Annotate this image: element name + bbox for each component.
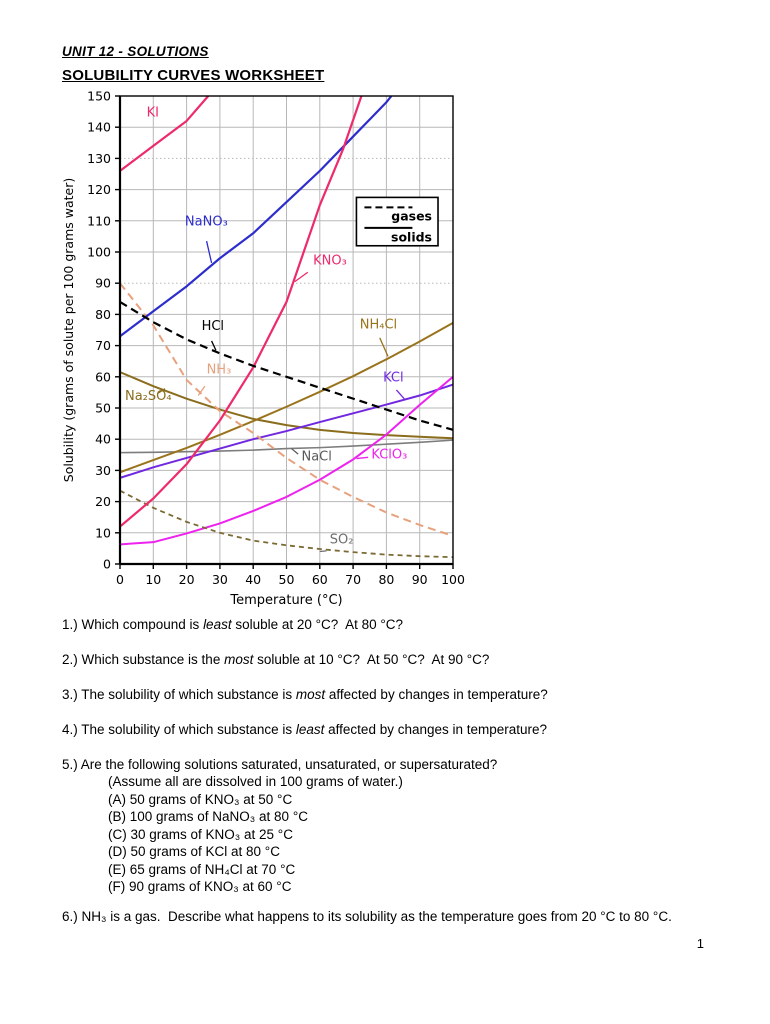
question-5-note: (Assume all are dissolved in 100 grams of water.) bbox=[108, 774, 403, 789]
question-5-item-a: (A) 50 grams of KNO₃ at 50 °C bbox=[108, 791, 293, 807]
y-tick-label: 10 bbox=[95, 525, 111, 541]
x-tick-label: 90 bbox=[411, 572, 428, 587]
header bbox=[62, 44, 324, 84]
questions-section bbox=[62, 616, 722, 943]
y-tick-label: 70 bbox=[95, 338, 111, 354]
x-tick-label: 0 bbox=[116, 572, 124, 587]
question-3-text-post: affected by changes in temperature? bbox=[325, 687, 548, 702]
question-2-text-post: soluble at 10 °C? At 50 °C? At 90 °C? bbox=[253, 652, 490, 667]
question-1-text: 1.) Which compound is bbox=[62, 617, 204, 632]
curve-label-KI: KI bbox=[146, 105, 159, 121]
question-5-item-c: (C) 30 grams of KNO₃ at 25 °C bbox=[108, 826, 293, 842]
x-tick-label: 50 bbox=[278, 572, 295, 587]
question-1-emphasis: least bbox=[203, 617, 232, 632]
y-tick-label: 80 bbox=[95, 306, 111, 322]
x-tick-label: 60 bbox=[311, 572, 328, 587]
x-tick-label: 30 bbox=[211, 572, 228, 587]
curve-label-NaNO3: NaNO₃ bbox=[184, 214, 228, 230]
solubility-chart-svg bbox=[56, 86, 468, 614]
question-5-item-e: (E) 65 grams of NH₄Cl at 70 °C bbox=[108, 861, 296, 877]
question-6-text: 6.) NH₃ is a gas. Describe what happens to its solubility as the temperature goes from 20 °C to 80 °C. bbox=[62, 908, 672, 924]
legend-label-solids: solids bbox=[391, 229, 433, 245]
question-3-text: 3.) The solubility of which substance is bbox=[62, 687, 296, 702]
curve-label-NaCl: NaCl bbox=[301, 449, 332, 465]
y-tick-label: 30 bbox=[95, 462, 111, 478]
question-1 bbox=[62, 616, 722, 633]
question-4-emphasis: least bbox=[295, 722, 325, 737]
curve-label-Na2SO4: Na₂SO₄ bbox=[124, 389, 172, 405]
curve-label-leader-NaCl bbox=[291, 449, 298, 455]
curve-label-KNO3: KNO₃ bbox=[313, 253, 347, 269]
unit-title: UNIT 12 - SOLUTIONS bbox=[62, 44, 209, 59]
question-2-text: 2.) Which substance is the bbox=[62, 652, 225, 667]
y-tick-label: 40 bbox=[95, 431, 111, 447]
curve-label-leader-KCl bbox=[396, 390, 404, 399]
y-tick-label: 120 bbox=[87, 182, 111, 198]
y-tick-label: 100 bbox=[87, 244, 111, 260]
question-4 bbox=[62, 721, 722, 738]
x-tick-label: 40 bbox=[245, 572, 262, 587]
question-4-text-post: affected by changes in temperature? bbox=[324, 722, 548, 737]
y-tick-label: 20 bbox=[95, 494, 111, 510]
solubility-chart bbox=[56, 86, 468, 619]
x-tick-label: 100 bbox=[441, 572, 465, 587]
curve-label-leader-SO2 bbox=[320, 551, 327, 552]
y-tick-label: 150 bbox=[87, 88, 111, 104]
curve-label-leader-KClO3 bbox=[356, 457, 368, 458]
curve-label-HCl: HCl bbox=[201, 319, 225, 334]
legend-label-gases: gases bbox=[391, 208, 433, 224]
question-3-emphasis: most bbox=[295, 687, 326, 702]
y-tick-label: 90 bbox=[95, 275, 111, 291]
question-5 bbox=[62, 756, 722, 773]
curve-NaNO3 bbox=[120, 96, 391, 336]
question-6 bbox=[62, 908, 722, 925]
question-2 bbox=[62, 651, 722, 668]
x-tick-label: 70 bbox=[345, 572, 362, 587]
curve-KI bbox=[120, 96, 208, 171]
question-5-item-f: (F) 90 grams of KNO₃ at 60 °C bbox=[108, 879, 292, 894]
y-tick-label: 140 bbox=[87, 119, 111, 135]
worksheet-title: SOLUBILITY CURVES WORKSHEET bbox=[62, 67, 325, 84]
y-tick-label: 50 bbox=[95, 400, 111, 416]
x-tick-label: 80 bbox=[378, 572, 395, 587]
curve-label-KClO3: KClO₃ bbox=[371, 447, 408, 463]
y-axis-title: Solubility (grams of solute per 100 grams water) bbox=[61, 177, 76, 483]
question-1-text-post: soluble at 20 °C? At 80 °C? bbox=[231, 617, 403, 632]
question-4-text: 4.) The solubility of which substance is bbox=[62, 722, 296, 737]
y-tick-label: 60 bbox=[95, 369, 111, 385]
question-2-emphasis: most bbox=[224, 652, 254, 667]
x-axis-title: Temperature (°C) bbox=[230, 593, 343, 608]
y-tick-label: 130 bbox=[87, 150, 111, 166]
curve-label-NH4Cl: NH₄Cl bbox=[359, 317, 398, 333]
curve-label-SO2: SO₂ bbox=[329, 532, 354, 548]
question-3 bbox=[62, 686, 722, 703]
question-5-item-d: (D) 50 grams of KCl at 80 °C bbox=[108, 844, 280, 859]
question-5-item-b: (B) 100 grams of NaNO₃ at 80 °C bbox=[108, 809, 308, 824]
y-tick-label: 110 bbox=[87, 213, 111, 229]
curve-label-NH3: NH₃ bbox=[206, 362, 232, 378]
question-5-text: 5.) Are the following solutions saturated, unsaturated, or supersaturated? bbox=[62, 757, 498, 772]
x-tick-label: 10 bbox=[145, 572, 162, 587]
curve-label-KCl: KCl bbox=[383, 370, 404, 386]
y-tick-label: 0 bbox=[103, 556, 111, 572]
x-tick-label: 20 bbox=[178, 572, 195, 587]
page-number: 1 bbox=[696, 936, 704, 951]
